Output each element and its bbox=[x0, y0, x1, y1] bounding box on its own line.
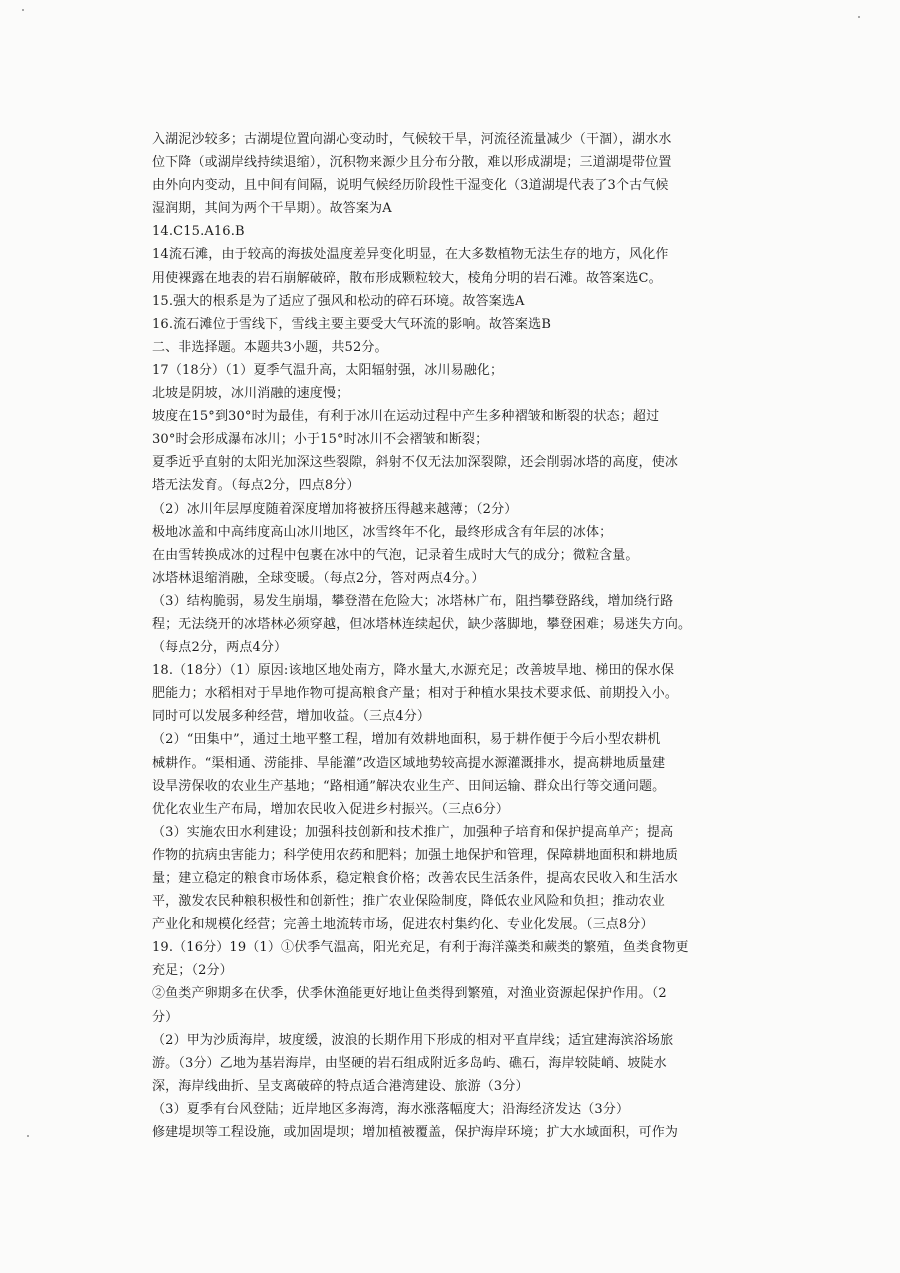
text-line: 夏季近乎直射的太阳光加深这些裂隙，斜射不仅无法加深裂隙，还会削弱冰塔的高度，使冰 bbox=[152, 455, 679, 471]
text-line: 肥能力；水稻相对于旱地作物可提高粮食产量；相对于种植水果技术要求低、前期投入小。 bbox=[152, 686, 679, 702]
text-line: 17（18分）（1）夏季气温升高，太阳辐射强，冰川易融化； bbox=[152, 362, 504, 378]
text-line: 湿润期，其间为两个干旱期）。故答案为A bbox=[152, 201, 392, 217]
text-line: 入湖泥沙较多；古湖堤位置向湖心变动时，气候较干旱，河流径流量减少（干涸），湖水水 bbox=[152, 132, 672, 147]
text-line: 械耕作。“渠相通、涝能排、旱能灌”改造区域地势较高提水源灌溉排水，提高耕地质量建 bbox=[152, 755, 666, 771]
text-line: 19.（16分）19（1）①伏季气温高，阳光充足，有利于海洋藻类和蕨类的繁殖，鱼类食物更 bbox=[152, 940, 689, 956]
text-line: 作物的抗病虫害能力；科学使用农药和肥料；加强土地保护和管理，保障耕地面积和耕地质 bbox=[152, 847, 679, 863]
text-line: （2）甲为沙质海岸，坡度缓，波浪的长期作用下形成的相对平直岸线；适宜建海滨浴场旅 bbox=[152, 1032, 674, 1048]
text-line: 修建堤坝等工程设施，或加固堤坝；增加植被覆盖，保护海岸环境；扩大水域面积，可作为 bbox=[152, 1125, 679, 1141]
answer-text-block bbox=[152, 128, 762, 1144]
text-line: （3）实施农田水利建设；加强科技创新和技术推广，加强种子培育和保护提高单产；提高 bbox=[152, 824, 674, 840]
text-line: 游。（3分）乙地为基岩海岸，由坚硬的岩石组成附近多岛屿、礁石，海岸较陡峭、坡陡水 bbox=[152, 1055, 667, 1071]
text-line: 18.（18分）（1）原因:该地区地处南方，降水量大,水源充足；改善坡旱地、梯田的保水保 bbox=[152, 663, 675, 679]
text-line: 产业化和规模化经营；完善土地流转市场，促进农村集约化、专业化发展。（三点8分） bbox=[152, 917, 654, 933]
text-line: （3）结构脆弱，易发生崩塌，攀登潜在危险大；冰塔林广布，阻挡攀登路线，增加绕行路 bbox=[152, 593, 674, 609]
scan-speck bbox=[858, 16, 860, 18]
text-line: 北坡是阴坡，冰川消融的速度慢； bbox=[152, 386, 350, 402]
text-line: 由外向内变动，且中间有间隔，说明气候经历阶段性干湿变化（3道湖堤代表了3个古气候 bbox=[152, 178, 669, 194]
text-line: 二、非选择题。本题共3小题，共52分。 bbox=[152, 339, 388, 355]
text-line: 平，激发农民种粮积极性和创新性；推广农业保险制度，降低农业风险和负担；推动农业 bbox=[152, 894, 665, 910]
scan-speck bbox=[22, 9, 24, 11]
text-line: 分） bbox=[152, 1009, 179, 1025]
text-line: 位下降（或湖岸线持续退缩），沉积物来源少且分布分散，难以形成湖堤；三道湖堤带位置 bbox=[152, 155, 672, 171]
text-line: 在由雪转换成冰的过程中包裹在冰中的气泡，记录着生成时大气的成分；微粒含量。 bbox=[152, 547, 639, 563]
text-line: 量；建立稳定的粮食市场体系，稳定粮食价格；改善农民生活条件，提高农民收入和生活水 bbox=[152, 871, 679, 886]
text-line: 14.C15.A16.B bbox=[152, 224, 245, 240]
text-line: ②鱼类产卵期多在伏季，伏季休渔能更好地让鱼类得到繁殖，对渔业资源起保护作用。（2 bbox=[152, 986, 667, 1002]
text-line: 程；无法绕开的冰塔林必须穿越，但冰塔林连续起伏，缺少落脚地，攀登困难；易迷失方向。 bbox=[152, 616, 692, 632]
text-line: （2）“田集中”，通过土地平整工程，增加有效耕地面积，易于耕作便于今后小型农耕机 bbox=[152, 732, 661, 748]
text-line: （2）冰川年层厚度随着深度增加将被挤压得越来越薄；（2分） bbox=[152, 501, 518, 517]
text-line: 充足；（2分） bbox=[152, 963, 233, 979]
text-line: 同时可以发展多种经营，增加收益。（三点4分） bbox=[152, 709, 431, 725]
text-line: 16.流石滩位于雪线下，雪线主要主要受大气环流的影响。故答案选B bbox=[152, 316, 552, 332]
text-line: 冰塔林退缩消融，全球变暖。（每点2分，答对两点4分。） bbox=[152, 570, 485, 586]
text-line: 塔无法发育。（每点2分，四点8分） bbox=[152, 478, 360, 494]
text-line: （每点2分，两点4分） bbox=[152, 640, 288, 656]
scan-speck bbox=[27, 1135, 29, 1137]
text-line: 极地冰盖和中高纬度高山冰川地区，冰雪终年不化，最终形成含有年层的冰体； bbox=[152, 524, 613, 540]
text-line: 14流石滩，由于较高的海拔处温度差异变化明显，在大多数植物无法生存的地方，风化作 bbox=[152, 247, 669, 263]
text-line: 用使裸露在地表的岩石崩解破碎，散布形成颗粒较大，棱角分明的岩石滩。故答案选C。 bbox=[152, 270, 662, 286]
text-line: 坡度在15°到30°时为最佳，有利于冰川在运动过程中产生多种褶皱和断裂的状态；超过 bbox=[152, 409, 660, 425]
text-line: 15.强大的根系是为了适应了强风和松动的碎石环境。故答案选A bbox=[152, 293, 525, 309]
text-line: 30°时会形成瀑布冰川；小于15°时冰川不会褶皱和断裂； bbox=[152, 432, 489, 448]
text-line: 深，海岸线曲折、呈支离破碎的特点适合港湾建设、旅游（3分） bbox=[152, 1078, 529, 1094]
text-line: （3）夏季有台风登陆；近岸地区多海湾，海水涨落幅度大；沿海经济发达（3分） bbox=[152, 1101, 630, 1117]
text-line: 设旱涝保收的农业生产基地；“路相通”解决农业生产、田间运输、群众出行等交通问题。 bbox=[152, 778, 666, 794]
text-line: 优化农业生产布局，增加农民收入促进乡村振兴。（三点6分） bbox=[152, 801, 509, 817]
